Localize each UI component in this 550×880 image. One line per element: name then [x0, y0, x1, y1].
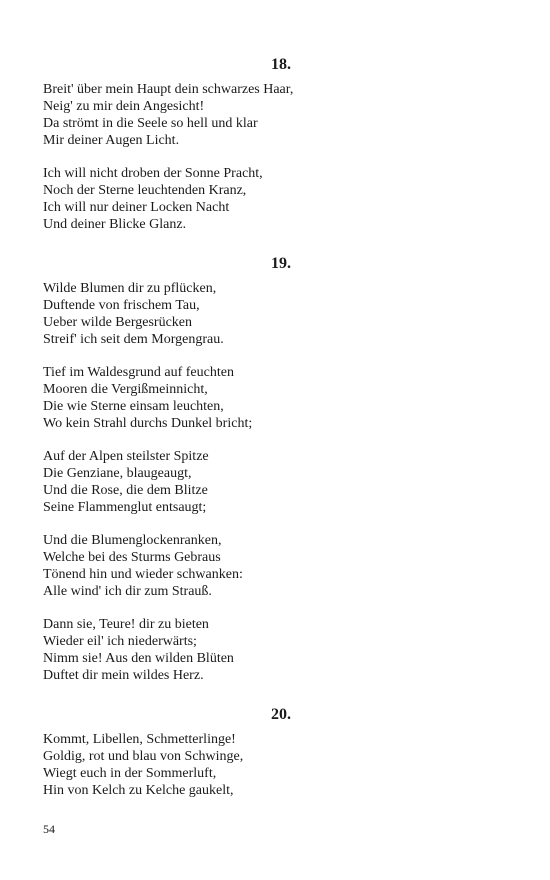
- verse-line: Mooren die Vergißmeinnicht,: [43, 382, 208, 397]
- verse-line: Seine Flammenglut entsaugt;: [43, 500, 207, 515]
- verse-line: Streif' ich seit dem Morgengrau.: [43, 332, 224, 347]
- verse-line: Und die Blumenglockenranken,: [43, 533, 222, 548]
- verse-line: Und deiner Blicke Glanz.: [43, 217, 187, 232]
- verse-line: Tönend hin und wieder schwanken:: [43, 567, 243, 582]
- poem-19: [43, 254, 483, 684]
- poem-number: 18.: [271, 56, 291, 73]
- verse-line: Dann sie, Teure! dir zu bieten: [43, 617, 209, 632]
- verse-line: Noch der Sterne leuchtenden Kranz,: [43, 183, 247, 198]
- verse-line: Die wie Sterne einsam leuchten,: [43, 399, 224, 414]
- stanza: [43, 616, 483, 684]
- verse-line: Duftet dir mein wildes Herz.: [43, 668, 204, 683]
- verse-line: Die Genziane, blaugeaugt,: [43, 466, 192, 481]
- stanza: [43, 448, 483, 516]
- stanza: [43, 165, 483, 233]
- poem-20: [43, 705, 483, 799]
- poem-number: 19.: [271, 255, 291, 272]
- stanza: [43, 532, 483, 600]
- stanza: [43, 364, 483, 432]
- verse-line: Und die Rose, die dem Blitze: [43, 483, 208, 498]
- stanza: [43, 81, 483, 149]
- poem-18: [43, 55, 483, 233]
- poem-number: 20.: [271, 706, 291, 723]
- verse-line: Mir deiner Augen Licht.: [43, 133, 180, 148]
- verse-line: Breit' über mein Haupt dein schwarzes Haar,: [43, 82, 294, 97]
- verse-line: Wiegt euch in der Sommerluft,: [43, 766, 217, 781]
- stanza: [43, 731, 483, 799]
- verse-line: Alle wind' ich dir zum Strauß.: [43, 584, 212, 599]
- verse-line: Wo kein Strahl durchs Dunkel bricht;: [43, 416, 253, 431]
- verse-line: Hin von Kelch zu Kelche gaukelt,: [43, 783, 234, 798]
- verse-line: Ueber wilde Bergesrücken: [43, 315, 193, 330]
- verse-line: Ich will nicht droben der Sonne Pracht,: [43, 166, 263, 181]
- verse-line: Goldig, rot und blau von Schwinge,: [43, 749, 244, 764]
- verse-line: Neig' zu mir dein Angesicht!: [43, 99, 205, 114]
- page-body: [43, 55, 483, 799]
- verse-line: Ich will nur deiner Locken Nacht: [43, 200, 230, 215]
- verse-line: Da strömt in die Seele so hell und klar: [43, 116, 258, 131]
- verse-line: Wieder eil' ich niederwärts;: [43, 634, 197, 649]
- verse-line: Duftende von frischem Tau,: [43, 298, 200, 313]
- verse-line: Nimm sie! Aus den wilden Blüten: [43, 651, 234, 666]
- stanza: [43, 280, 483, 348]
- verse-line: Auf der Alpen steilster Spitze: [43, 449, 209, 464]
- verse-line: Kommt, Libellen, Schmetterlinge!: [43, 732, 236, 747]
- verse-line: Welche bei des Sturms Gebraus: [43, 550, 221, 565]
- verse-line: Wilde Blumen dir zu pflücken,: [43, 281, 217, 296]
- page-number: 54: [43, 822, 55, 836]
- verse-line: Tief im Waldesgrund auf feuchten: [43, 365, 234, 380]
